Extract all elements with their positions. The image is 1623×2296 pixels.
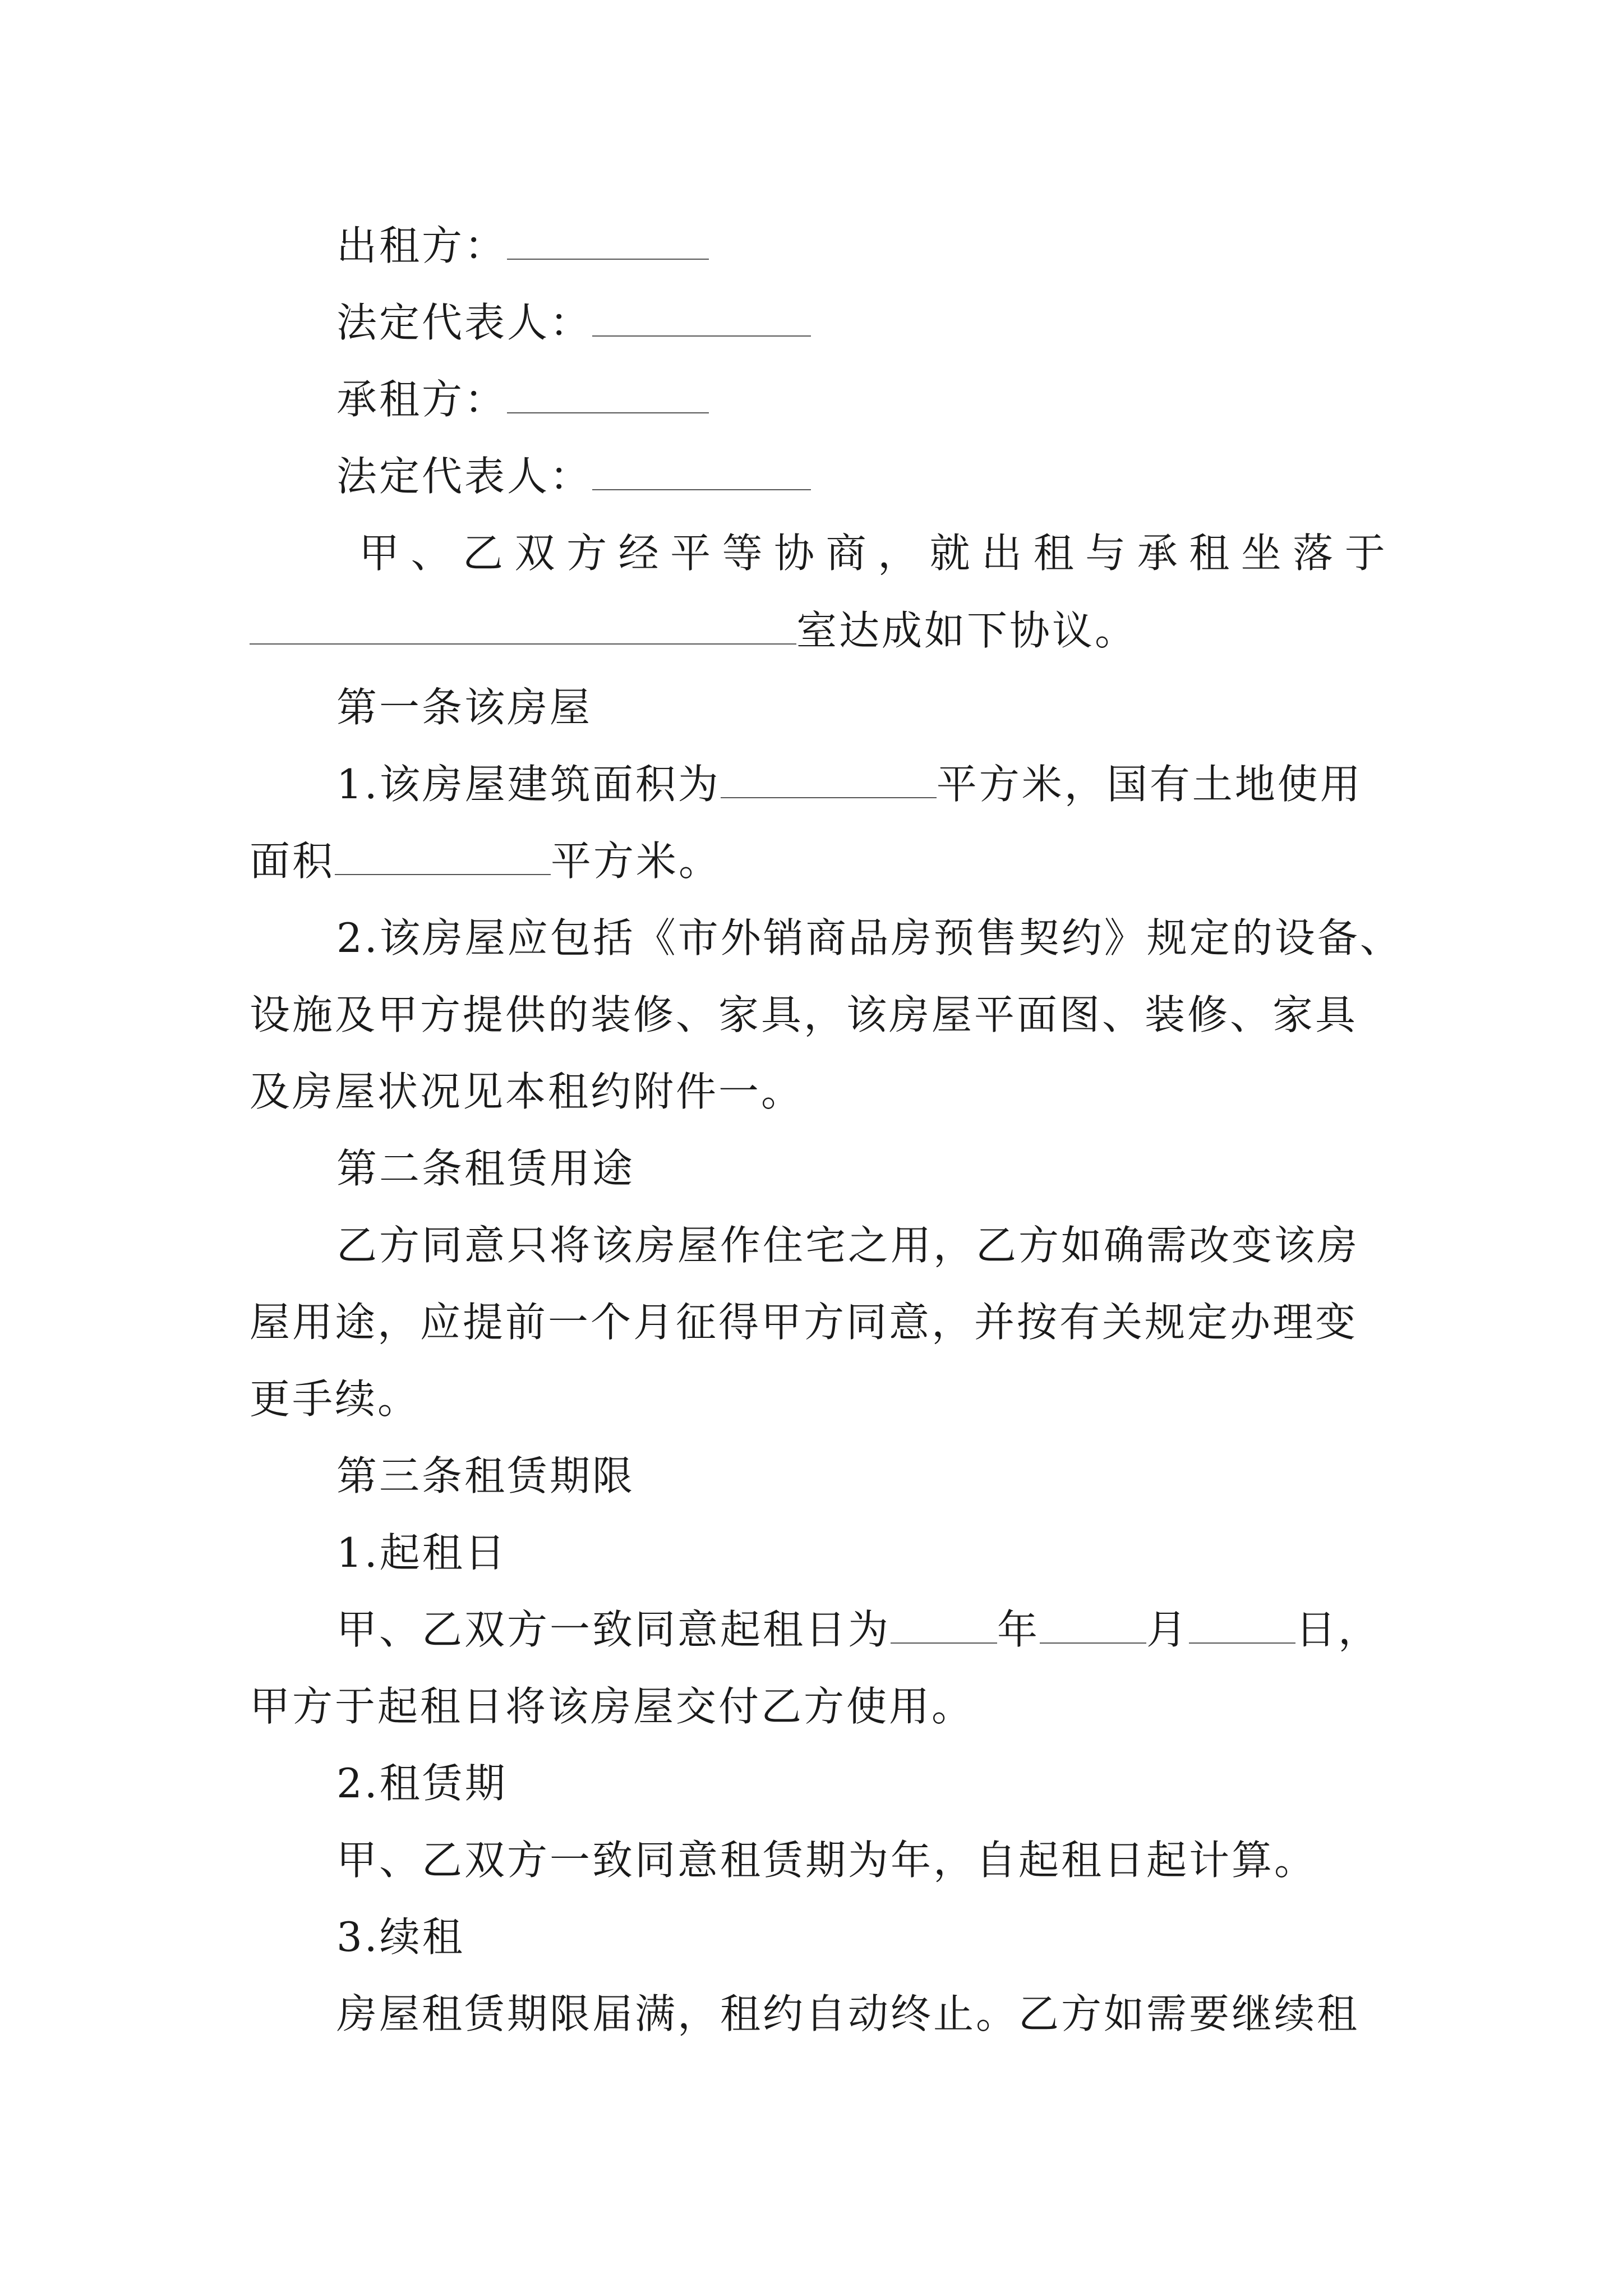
article-1-item-2-line-1: 2.该房屋应包括《市外销商品房预售契约》规定的设备、 <box>336 914 1403 961</box>
lessor-rep-label: 法定代表人： <box>336 299 593 346</box>
article-1-item-1-line-2 <box>250 834 721 888</box>
intro-char: 租 <box>1189 530 1230 577</box>
building-area-blank <box>721 760 937 798</box>
month-label: 月 <box>1146 1606 1189 1653</box>
intro-char: 方 <box>566 530 607 577</box>
day-label: 日， <box>1295 1606 1381 1653</box>
article-1-item-1-line-1 <box>336 757 1363 811</box>
address-blank <box>250 606 796 645</box>
article-1-item-1-a: 1.该房屋建筑面积为 <box>336 761 721 808</box>
article-3-title: 第三条租赁期限 <box>336 1452 635 1499</box>
intro-char: 甲 <box>359 530 400 577</box>
intro-char: 商 <box>826 530 866 577</box>
intro-char: 坐 <box>1241 530 1281 577</box>
article-2-line-1: 乙方同意只将该房屋作住宅之用，乙方如确需改变该房 <box>336 1222 1360 1269</box>
article-3-s1-line-2: 甲方于起租日将该房屋交付乙方使用。 <box>250 1683 975 1730</box>
lessee-rep-blank <box>592 452 811 490</box>
land-area-blank <box>335 837 551 875</box>
article-1-item-2-line-2: 设施及甲方提供的装修、家具，该房屋平面图、装修、家具 <box>250 991 1358 1038</box>
article-1-title: 第一条该房屋 <box>336 684 593 731</box>
lessor-rep-blank <box>592 298 811 337</box>
intro-char: 双 <box>514 530 555 577</box>
intro-char: 经 <box>618 530 659 577</box>
article-1-item-2-line-3: 及房屋状况见本租约附件一。 <box>250 1068 804 1115</box>
article-1-item-1-d: 平方米。 <box>551 838 722 885</box>
intro-line-1 <box>359 526 1385 580</box>
lessor-rep-line <box>336 296 811 349</box>
intro-char: 出 <box>981 530 1022 577</box>
intro-char: 承 <box>1137 530 1178 577</box>
intro-char: 平 <box>670 530 711 577</box>
article-1-item-1-b: 平方米，国有土地使用 <box>936 761 1363 808</box>
article-3-s3-line-1: 房屋租赁期限届满，租约自动终止。乙方如需要继续租 <box>336 1990 1360 2037</box>
article-2-title: 第二条租赁用途 <box>336 1145 635 1192</box>
intro-char: 落 <box>1293 530 1334 577</box>
intro-char: 、 <box>411 530 451 577</box>
year-label: 年 <box>997 1606 1040 1653</box>
article-2-line-3: 更手续。 <box>250 1375 421 1423</box>
start-year-blank <box>891 1605 997 1644</box>
intro-char: 于 <box>1344 530 1385 577</box>
article-1-item-1-c: 面积 <box>250 838 335 885</box>
article-3-s1-line-1 <box>336 1603 1381 1657</box>
start-month-blank <box>1040 1605 1146 1644</box>
article-3-s3-title: 3.续租 <box>336 1913 465 1961</box>
intro-line-2-text: 室达成如下协议。 <box>796 607 1138 654</box>
intro-char: 协 <box>774 530 815 577</box>
start-date-prefix: 甲、乙双方一致同意起租日为 <box>336 1606 891 1653</box>
lessee-rep-label: 法定代表人： <box>336 453 593 500</box>
lessee-blank <box>507 375 709 413</box>
intro-line-2 <box>250 604 1137 657</box>
lessor-blank <box>507 222 709 260</box>
article-3-s2-line-1: 甲、乙双方一致同意租赁期为年，自起租日起计算。 <box>336 1837 1317 1884</box>
article-3-s2-title: 2.租赁期 <box>336 1760 508 1807</box>
lessee-rep-line <box>336 449 811 503</box>
intro-char: ， <box>878 530 919 577</box>
article-2-line-2: 屋用途，应提前一个月征得甲方同意，并按有关规定办理变 <box>250 1299 1358 1346</box>
lessee-label: 承租方： <box>336 376 508 423</box>
intro-char: 就 <box>929 530 970 577</box>
lessor-line <box>336 219 709 273</box>
intro-char: 乙 <box>463 530 504 577</box>
intro-char: 与 <box>1085 530 1126 577</box>
article-3-s1-title: 1.起租日 <box>336 1529 508 1576</box>
intro-char: 等 <box>722 530 763 577</box>
lessor-label: 出租方： <box>336 222 508 269</box>
intro-char: 租 <box>1033 530 1074 577</box>
lessee-line <box>336 372 709 426</box>
start-day-blank <box>1189 1605 1295 1644</box>
